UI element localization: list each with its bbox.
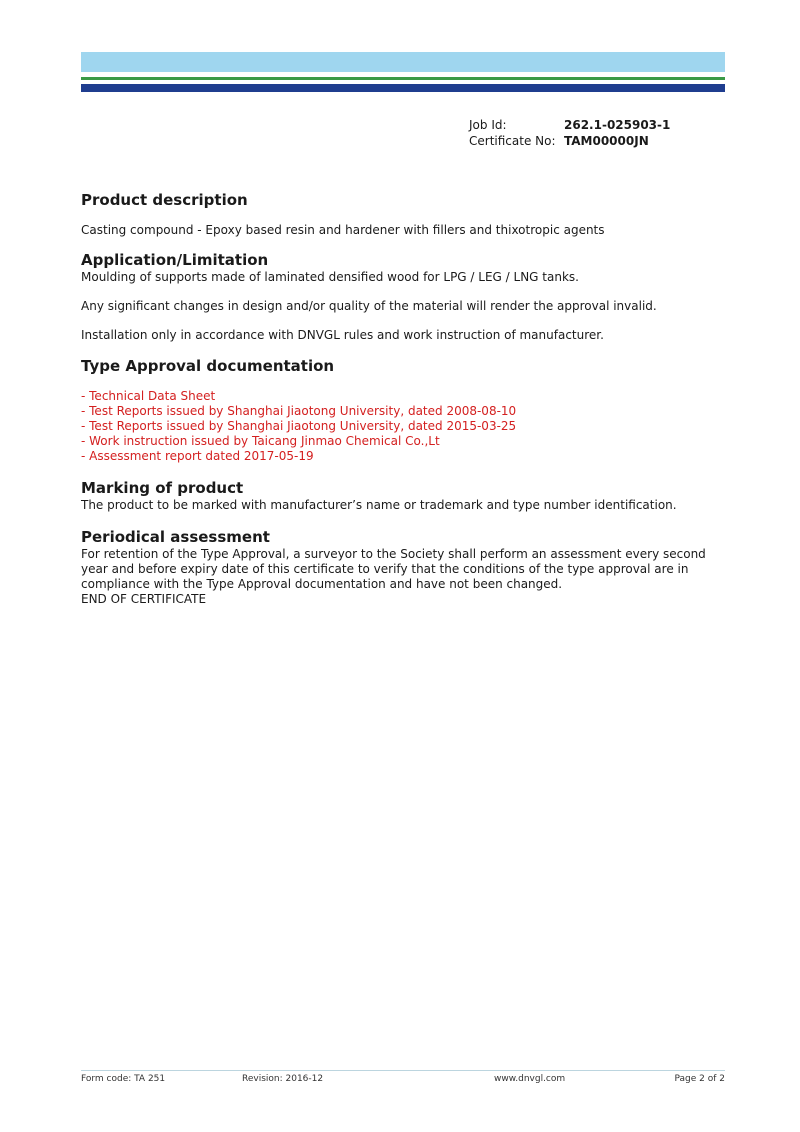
documentation-list bbox=[81, 389, 726, 464]
marking-text: The product to be marked with manufacturer’s name or trademark and type number identification. bbox=[81, 498, 677, 512]
header-band-dark bbox=[81, 84, 725, 92]
certificate-no-value: TAM00000JN bbox=[564, 134, 649, 148]
header-band-green bbox=[81, 77, 725, 80]
documentation-item: - Test Reports issued by Shanghai Jiaotong University, dated 2015-03-25 bbox=[81, 419, 517, 433]
product-description-heading: Product description bbox=[81, 191, 248, 209]
certificate-meta bbox=[469, 117, 670, 149]
documentation-item: - Assessment report dated 2017-05-19 bbox=[81, 449, 314, 463]
documentation-item: - Test Reports issued by Shanghai Jiaotong University, dated 2008-08-10 bbox=[81, 404, 517, 418]
header-band-light bbox=[81, 52, 725, 72]
periodical-text: For retention of the Type Approval, a surveyor to the Society shall perform an assessment every second year and before expiry date of this certificate to verify that the conditions of the type approval are in compliance with the Type Approval documentation and have not been changed. bbox=[81, 547, 706, 591]
application-text-2: Any significant changes in design and/or quality of the material will render the approval invalid. bbox=[81, 299, 657, 313]
product-description-text: Casting compound - Epoxy based resin and hardener with fillers and thixotropic agents bbox=[81, 223, 605, 237]
periodical-heading: Periodical assessment bbox=[81, 528, 270, 546]
certificate-body bbox=[81, 190, 726, 607]
end-of-certificate: END OF CERTIFICATE bbox=[81, 592, 207, 606]
job-id-label: Job Id: bbox=[469, 118, 507, 132]
certificate-no-row bbox=[469, 133, 670, 149]
footer-page-number: Page 2 of 2 bbox=[674, 1074, 725, 1084]
documentation-item: - Work instruction issued by Taicang Jinmao Chemical Co.,Lt bbox=[81, 434, 440, 448]
footer-form-code: Form code: TA 251 bbox=[81, 1074, 166, 1084]
footer-website: www.dnvgl.com bbox=[494, 1074, 566, 1084]
documentation-item: - Technical Data Sheet bbox=[81, 389, 216, 403]
footer-divider bbox=[81, 1070, 725, 1071]
marking-heading: Marking of product bbox=[81, 479, 244, 497]
documentation-heading: Type Approval documentation bbox=[81, 357, 335, 375]
application-text-3: Installation only in accordance with DNVGL rules and work instruction of manufacturer. bbox=[81, 328, 604, 342]
certificate-no-label: Certificate No: bbox=[469, 134, 556, 148]
application-heading: Application/Limitation bbox=[81, 251, 269, 269]
job-id-value: 262.1-025903-1 bbox=[564, 118, 671, 132]
footer-revision: Revision: 2016-12 bbox=[242, 1074, 324, 1084]
job-id-row bbox=[469, 117, 670, 133]
application-text-1: Moulding of supports made of laminated densified wood for LPG / LEG / LNG tanks. bbox=[81, 270, 579, 284]
